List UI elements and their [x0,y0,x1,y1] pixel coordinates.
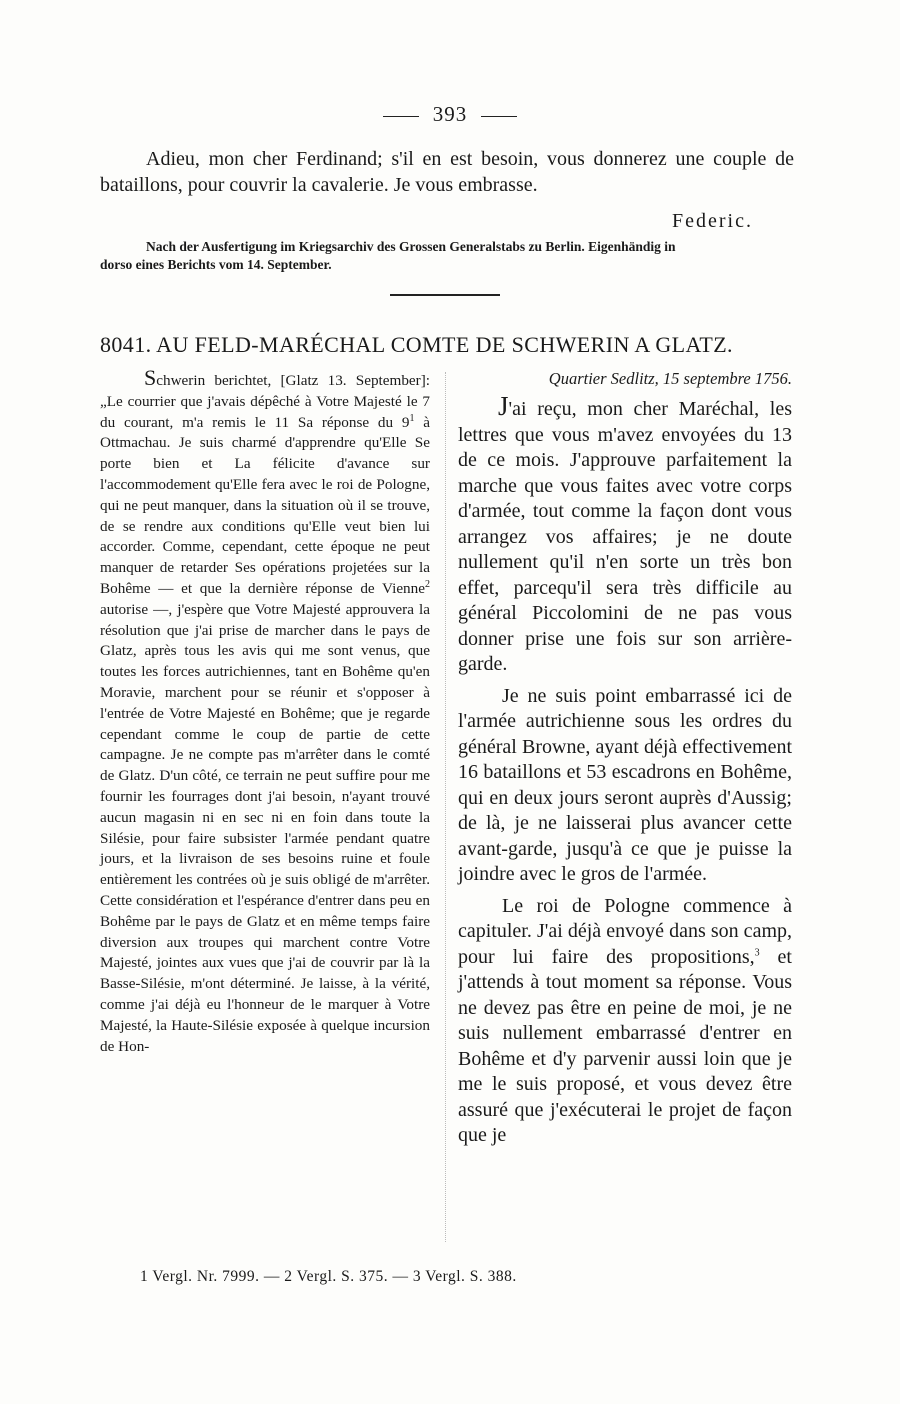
section-separator [390,294,500,296]
dash-right [481,116,517,117]
source-note [100,238,794,274]
page-number [0,102,900,127]
letter-paragraph-2: Je ne suis point embarrassé ici de l'armée autrichienne sous les ordres du général Browne, ayant déjà effectivement 16 bataillons et 53 escadrons en Bohême, qui en deux jours seront auprès d'Aussig; de là, je ne laisserai plus avancer cette avant-garde, jusqu'à ce que je puisse la joindre avec le gros de l'armée. [458,684,792,885]
source-note-line-2: dorso eines Berichts vom 14. September. [100,257,332,272]
dateline: Quartier Sedlitz, 15 septembre 1756. [548,369,792,388]
dropcap-s: S [144,365,157,390]
previous-letter-closing [100,146,794,198]
page-number-text: 393 [432,102,468,126]
report-text-2: à Ottmachau. Je suis charmé d'apprendre qu'Elle Se porte bien et La félicite d'avance sur l'accommodement qu'Elle fera avec le roi de Pologne, qui ne peut manquer, dans la situation où il se trouve, de se rendre aux conditions qu'Elle veut bien lui accorder. Comme, cependant, cette époque ne peut manquer de retarder Ses opérations projetées sur la Bohême — et que la dernière réponse de Vienne [100,413,431,597]
footnote-ref-1: 1 [409,412,415,424]
dropcap-j: J [498,391,509,421]
column-divider [445,372,446,1242]
letter-paragraph-1-text: 'ai reçu, mon cher Maréchal, les lettres que vous m'avez envoyées du 13 de ce mois. J'approuve parfaitement la marche que vous faites avec votre corps d'armée, tout comme la façon dont vous arrangez vos affaires; je ne doute nullement qu'il n'en sorte un très bon effet, parcequ'il sera très difficile au général Piccolomini de ne pas vous donner prise une fois sur son arrière-garde. [458,398,792,675]
footnotes: 1 Vergl. Nr. 7999. — 2 Vergl. S. 375. — 3 Vergl. S. 388. [140,1268,517,1285]
source-note-line-1: Nach der Ausfertigung im Kriegsarchiv des Grossen Generalstabs zu Berlin. Eigenhändig in [146,239,676,254]
letter-paragraph-3 [458,894,792,1149]
signature: Federic. [672,210,753,232]
letter-paragraph-3-text-a: Le roi de Pologne commence à capituler. J'ai déjà envoyé dans son camp, pour lui faire des propositions, [458,894,792,968]
dash-left [383,116,419,117]
letter-heading: 8041. AU FELD-MARÉCHAL COMTE DE SCHWERIN A GLATZ. [100,332,733,357]
report-text-1: chwerin berichtet, [Glatz 13. September]: „Le courrier que j'avais dépêché à Votre Majesté le 7 du courant, m'a remis le 11 Sa réponse du 9 [100,372,430,431]
report-text-3: autorise —, j'espère que Votre Majesté approuvera la résolution que j'ai prise de marcher dans le pays de Glatz, après tous les avis qui me sont venus, que toutes les forces autrichiennes, tant en Bohême qu'en Moravie, marchent pour se réunir et s'opposer à l'entrée de Votre Majesté en Bohême; que je regarde cependant comme le coup de partie de cette campagne. Je ne compte pas m'arrêter dans le comté de Glatz. D'un côté, ce terrain ne peut suffire pour me fournir les fourrages dont j'ai besoin, n'ayant trouvé aucun magasin ni en sec ni en foin dans toute la Silésie, pour faire subsister l'armée pendant quatre jours, et la livraison de ses besoins ruine et foule entièrement les contrées où je suis obligé de m'arrêter. Cette considération et l'espérance d'entrer dans peu en Bohême par le pays de Glatz et en même temps faire diversion aux troupes qui marchent contre Votre Majesté, jointes aux vues que j'ai de couvrir par là la Basse-Silésie, m'ont déterminé. Je laisse, à la vérité, comme j'ai déjà eu l'honneur de le marquer à Votre Majesté, la Haute-Silésie exposée à quelque incursion de Hon- [100,600,430,1055]
footnote-ref-2: 2 [425,578,430,590]
letter-paragraph-3-text-b: et j'attends à tout moment sa réponse. Vous ne devez pas être en peine de moi, je ne suis nullement embarrassé d'entrer en Bohême et d'y parvenir aussi loin que je me le suis proposé, et vous devez être assuré que j'exécuterai le projet de façon que je [458,945,792,1146]
left-column-report [100,365,431,1057]
closing-paragraph: Adieu, mon cher Ferdinand; s'il en est besoin, vous donnerez une couple de bataillons, pour couvrir la cavalerie. Je vous embrasse. [100,148,794,196]
right-column-letter [458,368,792,1155]
report-paragraph [100,365,431,1057]
footnote-ref-3: 3 [754,946,760,958]
letter-paragraph-1 [458,391,792,678]
